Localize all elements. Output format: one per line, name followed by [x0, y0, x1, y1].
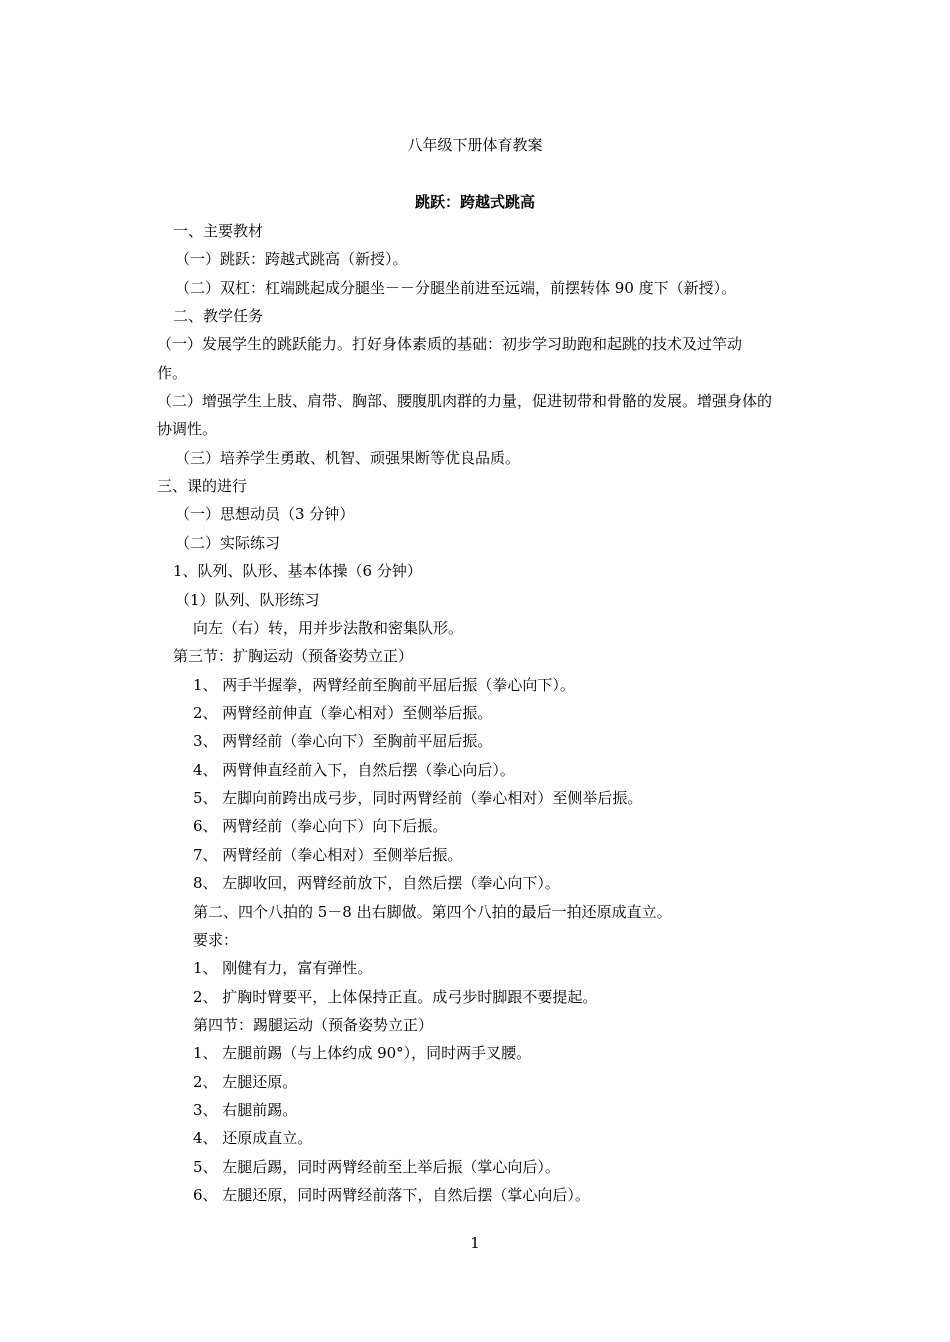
requirements-heading: 要求：	[193, 931, 239, 949]
list-item: 6、 左腿还原，同时两臂经前落下，自然后摆（掌心向后）。	[193, 1186, 590, 1204]
list-item: 1、队列、队形、基本体操（6 分钟）	[173, 562, 422, 580]
list-item: （一）思想动员（3 分钟）	[175, 505, 355, 523]
list-item: 7、 两臂经前（拳心相对）至侧举后振。	[193, 846, 463, 864]
list-item: 1、 刚健有力，富有弹性。	[193, 959, 373, 977]
list-item: 3、 右腿前踢。	[193, 1101, 298, 1119]
paragraph-line: （一）发展学生的跳跃能力。打好身体素质的基础：初步学习助跑和起跳的技术及过竿动	[157, 335, 743, 353]
list-item: 5、 左腿后踢，同时两臂经前至上举后振（掌心向后）。	[193, 1158, 560, 1176]
list-item: 1、 左腿前踢（与上体约成 90°），同时两手叉腰。	[193, 1044, 532, 1062]
paragraph-line: 向左（右）转，用并步法散和密集队形。	[193, 619, 464, 637]
subsection-heading: 第四节：踢腿运动（预备姿势立正）	[193, 1016, 434, 1034]
list-item: 4、 两臂伸直经前入下，自然后摆（拳心向后）。	[193, 761, 515, 779]
list-item: （二）实际练习	[175, 534, 281, 552]
paragraph-line: 作。	[157, 364, 188, 382]
list-item: （三）培养学生勇敢、机智、顽强果断等优良品质。	[175, 449, 521, 467]
paragraph-line: 协调性。	[157, 420, 218, 438]
list-item: 8、 左脚收回，两臂经前放下，自然后摆（拳心向下）。	[193, 874, 560, 892]
list-item: 4、 还原成直立。	[193, 1129, 313, 1147]
list-item: 1、 两手半握拳，两臂经前至胸前平屈后振（拳心向下）。	[193, 676, 575, 694]
list-item: （二）双杠：杠端跳起成分腿坐－－分腿坐前进至远端，前摆转体 90 度下（新授）。	[175, 279, 737, 297]
paragraph-line: （二）增强学生上肢、肩带、胸部、腰腹肌肉群的力量，促进韧带和骨骼的发展。增强身体的	[157, 392, 773, 410]
list-item: 2、 扩胸时臂要平，上体保持正直。成弓步时脚跟不要提起。	[193, 988, 598, 1006]
list-item: 2、 两臂经前伸直（拳心相对）至侧举后振。	[193, 704, 493, 722]
section-heading: 二、教学任务	[173, 307, 264, 325]
subsection-heading: 第三节：扩胸运动（预备姿势立正）	[173, 647, 414, 665]
paragraph-line: 第二、四个八拍的 5－8 出右脚做。第四个八拍的最后一拍还原成直立。	[193, 903, 672, 921]
list-item: 6、 两臂经前（拳心向下）向下后振。	[193, 817, 448, 835]
page-number: 1	[470, 1234, 480, 1252]
list-item: （一）跳跃：跨越式跳高（新授）。	[175, 250, 408, 268]
section-heading: 三、课的进行	[157, 477, 248, 495]
document-title: 八年级下册体育教案	[407, 136, 543, 154]
list-item: 2、 左腿还原。	[193, 1073, 298, 1091]
list-item: 3、 两臂经前（拳心向下）至胸前平屈后振。	[193, 732, 493, 750]
section-heading: 一、主要教材	[173, 222, 264, 240]
lesson-subtitle: 跳跃：跨越式跳高	[414, 193, 535, 211]
list-item: （1）队列、队形练习	[175, 591, 320, 609]
list-item: 5、 左脚向前跨出成弓步，同时两臂经前（拳心相对）至侧举后振。	[193, 789, 643, 807]
